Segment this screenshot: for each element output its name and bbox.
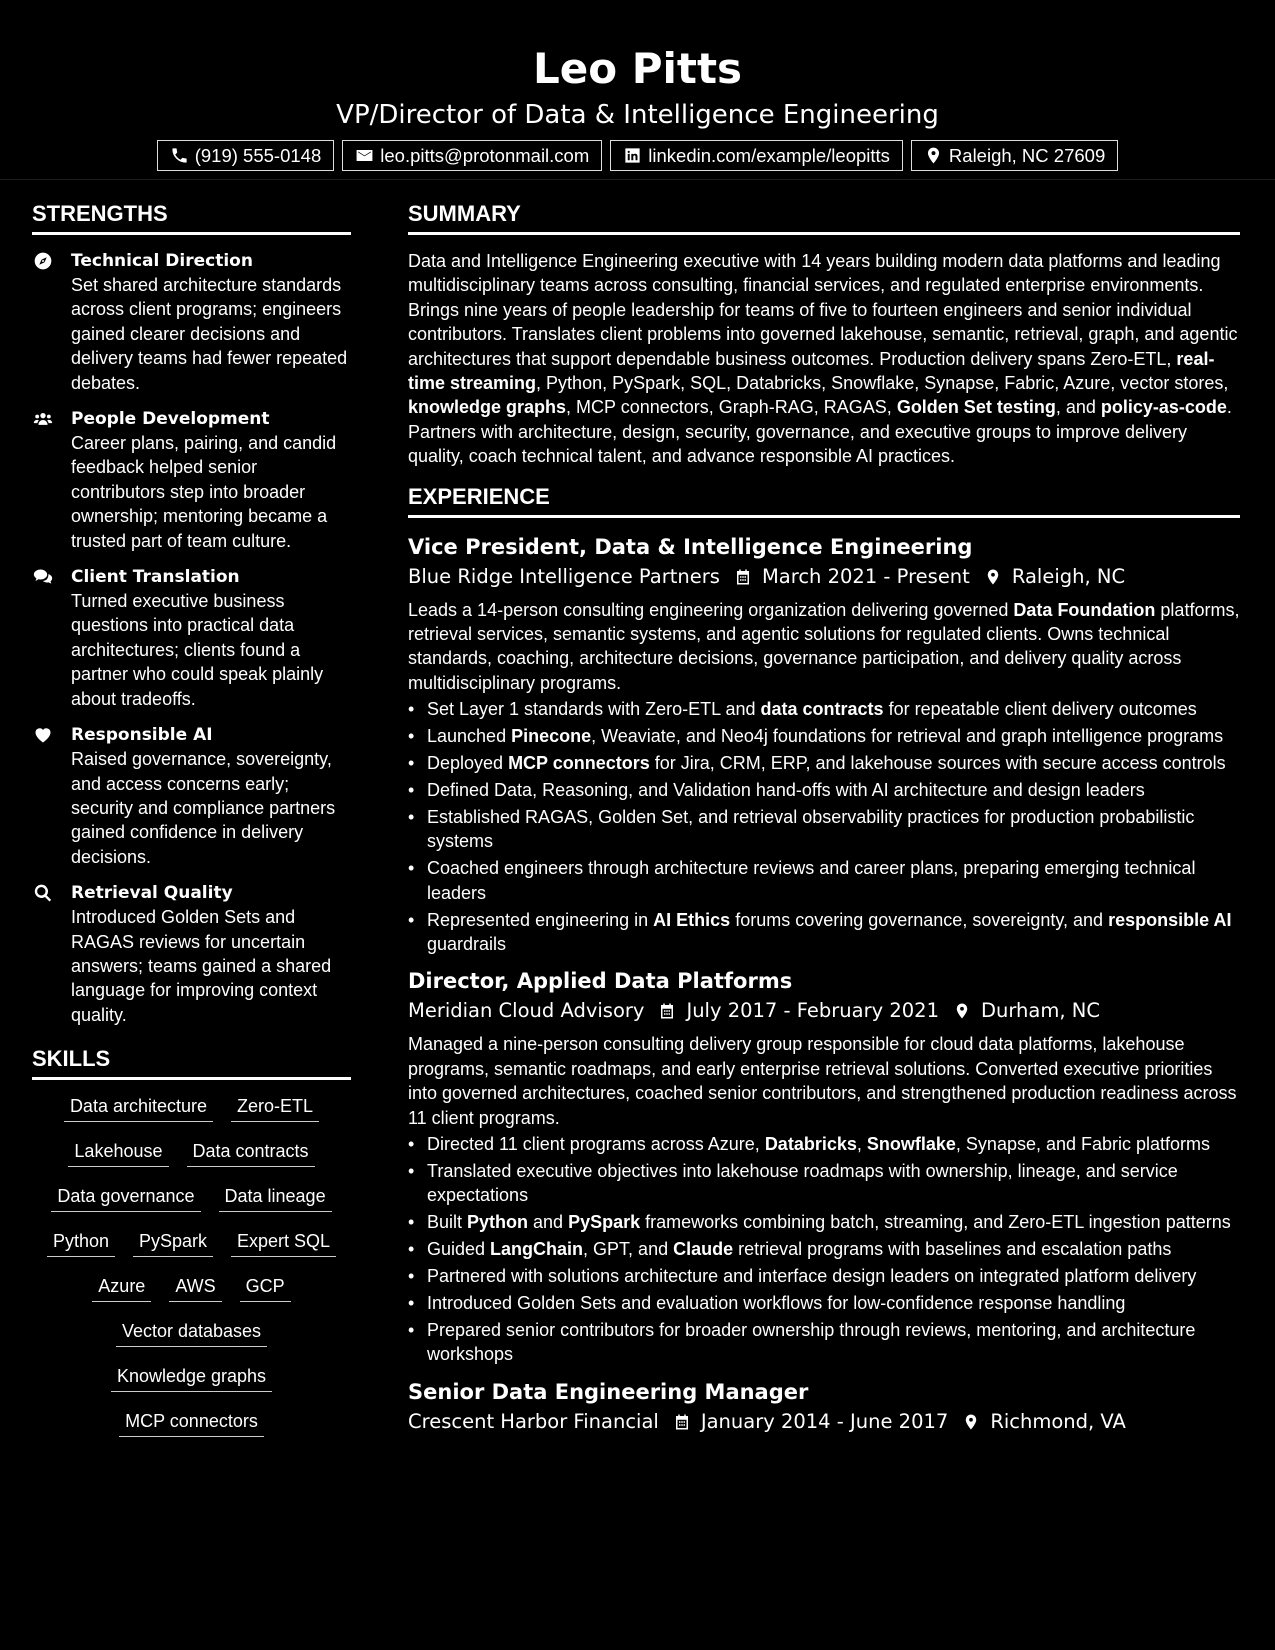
skill-tag: Data contracts	[187, 1139, 315, 1167]
phone-icon	[170, 146, 189, 165]
skills-section	[32, 1045, 351, 1454]
job-dates: March 2021 - Present	[761, 564, 970, 588]
calendar-icon	[734, 567, 752, 587]
heart-icon	[32, 725, 54, 745]
skill-tag: Zero-ETL	[231, 1094, 319, 1122]
skill-row	[32, 1229, 351, 1274]
job-description: Managed a nine-person consulting delivery group responsible for cloud data platforms, lakehouse programs, semantic roadmaps, and early enterprise retrieval solutions. Converted executive priorities into governed architectures, coached senior contributors, and strengthened production readiness across 11 client programs.	[408, 1034, 1237, 1128]
skill-row	[32, 1274, 351, 1319]
bullet-item: • Established RAGAS, Golden Set, and retrieval observability practices for production probabilistic systems	[408, 805, 1240, 854]
right-column	[408, 200, 1240, 1447]
strength-description: Set shared architecture standards across client programs; engineers gained clearer decisions and delivery teams had fewer repeated debates.	[71, 275, 348, 393]
bullet-item: • Set Layer 1 standards with Zero-ETL and data contracts for repeatable client delivery outcomes	[408, 697, 1240, 721]
bullet-item: • Translated executive objectives into lakehouse roadmaps with ownership, lineage, and service expectations	[408, 1159, 1240, 1208]
skill-row	[32, 1364, 351, 1409]
strength-item	[32, 407, 351, 553]
bullet-item: • Represented engineering in AI Ethics forums covering governance, sovereignty, and responsible AI guardrails	[408, 908, 1240, 957]
skill-tag: MCP connectors	[119, 1409, 264, 1437]
job-location: Raleigh, NC	[1011, 564, 1126, 588]
job-location: Richmond, VA	[990, 1409, 1126, 1433]
contact-email-text: leo.pitts@protonmail.com	[380, 144, 590, 166]
strengths-heading: STRENGTHS	[32, 200, 351, 235]
strength-title: Client Translation	[71, 567, 240, 588]
contact-phone[interactable]	[157, 140, 335, 171]
contact-linkedin-text: linkedin.com/example/leopitts	[648, 144, 890, 166]
experience-heading: EXPERIENCE	[408, 483, 1240, 518]
job-title: Director, Applied Data Platforms	[408, 969, 793, 994]
job-entry	[408, 532, 1240, 957]
skill-tag: Expert SQL	[231, 1229, 336, 1257]
bullet-item: • Guided LangChain, GPT, and Claude retrieval programs with baselines and escalation paths	[408, 1237, 1240, 1261]
job-dates: January 2014 - June 2017	[700, 1409, 949, 1433]
skill-tag: PySpark	[133, 1229, 213, 1257]
job-bullets	[408, 1132, 1240, 1367]
users-icon	[32, 409, 54, 429]
job-dates: July 2017 - February 2021	[686, 999, 939, 1023]
resume-header	[0, 0, 1275, 180]
strength-title: Retrieval Quality	[71, 883, 233, 904]
skill-tag: Lakehouse	[68, 1139, 168, 1167]
skills-list	[32, 1094, 351, 1454]
skill-row	[32, 1409, 351, 1454]
job-company: Crescent Harbor Financial	[408, 1409, 659, 1433]
job-location: Durham, NC	[981, 999, 1100, 1023]
job-bullets	[408, 697, 1240, 956]
compass-icon	[32, 251, 54, 271]
linkedin-icon	[623, 146, 642, 165]
strength-title: Responsible AI	[71, 725, 213, 746]
candidate-headline: VP/Director of Data & Intelligence Engineering	[336, 100, 939, 130]
experience-list	[408, 532, 1240, 1437]
calendar-icon	[658, 1001, 676, 1021]
bullet-item: • Built Python and PySpark frameworks combining batch, streaming, and Zero-ETL ingestion patterns	[408, 1210, 1240, 1234]
contact-bar	[0, 140, 1275, 171]
bullet-item: • Deployed MCP connectors for Jira, CRM, ERP, and lakehouse sources with secure access controls	[408, 751, 1240, 775]
contact-location-text: Raleigh, NC 27609	[948, 144, 1106, 166]
bullet-item: • Directed 11 client programs across Azure, Databricks, Snowflake, Synapse, and Fabric platforms	[408, 1132, 1240, 1156]
strength-description: Career plans, pairing, and candid feedback helped senior contributors step into broader ownership; mentoring became a trusted part of team culture.	[71, 433, 337, 551]
candidate-name: Leo Pitts	[532, 44, 743, 93]
strength-item	[32, 249, 351, 395]
job-company: Meridian Cloud Advisory	[408, 999, 645, 1023]
chat-bubbles-icon	[32, 567, 54, 587]
skill-row	[32, 1139, 351, 1184]
skills-heading: SKILLS	[32, 1045, 351, 1080]
job-company: Blue Ridge Intelligence Partners	[408, 564, 720, 588]
strength-item	[32, 881, 351, 1027]
skill-tag: Data architecture	[64, 1094, 213, 1122]
skill-row	[32, 1184, 351, 1229]
bullet-item: • Launched Pinecone, Weaviate, and Neo4j foundations for retrieval and graph intelligence programs	[408, 724, 1240, 748]
strength-title: Technical Direction	[71, 251, 253, 271]
strength-item	[32, 723, 351, 869]
strength-description: Turned executive business questions into practical data architectures; clients found a partner who could speak plainly about tradeoffs.	[71, 591, 324, 709]
job-title: Vice President, Data & Intelligence Engineering	[408, 534, 973, 559]
summary-text: Data and Intelligence Engineering executive with 14 years building modern data platforms and leading multidisciplinary teams across consulting, financial services, and regulated enterprise environments. Brings nine years of people leadership for teams of five to fourteen engineers and senior individual contributors. Translates client problems into governed lakehouse, semantic, retrieval, graph, and agentic architectures that support dependable business outcomes. Production delivery spans Zero-ETL, real-time streaming, Python, PySpark, SQL, Databricks, Snowflake, Synapse, Fabric, Azure, vector stores, knowledge graphs, MCP connectors, Graph-RAG, RAGAS, Golden Set testing, and policy-as-code. Partners with architecture, design, security, governance, and executive groups to improve delivery quality, coach technical talent, and advance responsible AI practices.	[408, 251, 1238, 467]
bullet-item: • Prepared senior contributors for broader ownership through reviews, mentoring, and architecture workshops	[408, 1318, 1240, 1367]
envelope-icon	[355, 146, 374, 165]
job-description: Leads a 14-person consulting engineering organization delivering governed Data Foundation platforms, retrieval services, semantic systems, and agentic solutions for regulated clients. Owns technical standards, coaching, architecture decisions, governance participation, and delivery quality across multidisciplinary programs.	[408, 599, 1240, 693]
calendar-icon	[673, 1412, 691, 1432]
search-icon	[32, 883, 54, 903]
contact-phone-text: (919) 555-0148	[194, 144, 322, 166]
contact-location	[911, 140, 1118, 171]
skill-row	[32, 1094, 351, 1139]
job-entry	[408, 1377, 1240, 1437]
skill-row	[32, 1319, 351, 1364]
contact-email[interactable]	[342, 140, 602, 171]
strength-item	[32, 565, 351, 711]
job-meta	[408, 1407, 1240, 1437]
map-pin-icon	[953, 1001, 971, 1021]
job-meta	[408, 996, 1240, 1026]
map-pin-icon	[924, 146, 943, 165]
job-entry	[408, 966, 1240, 1366]
skill-tag: Azure	[92, 1274, 151, 1302]
map-pin-icon	[962, 1412, 980, 1432]
strength-title: People Development	[71, 409, 270, 430]
contact-linkedin[interactable]	[610, 140, 903, 171]
skill-tag: Knowledge graphs	[111, 1364, 272, 1392]
skill-tag: AWS	[169, 1274, 221, 1302]
summary-heading: SUMMARY	[408, 200, 1240, 235]
bullet-item: • Partnered with solutions architecture and interface design leaders on integrated platform delivery	[408, 1264, 1240, 1288]
bullet-item: • Introduced Golden Sets and evaluation workflows for low-confidence response handling	[408, 1291, 1240, 1315]
skill-tag: GCP	[240, 1274, 291, 1302]
strength-description: Raised governance, sovereignty, and access concerns early; security and compliance partners gained confidence in delivery decisions.	[71, 749, 336, 867]
skill-tag: Data governance	[51, 1184, 200, 1212]
job-title: Senior Data Engineering Manager	[408, 1379, 809, 1404]
left-column	[32, 200, 351, 1454]
bullet-item: • Defined Data, Reasoning, and Validation hand-offs with AI architecture and design leaders	[408, 778, 1240, 802]
skill-tag: Data lineage	[219, 1184, 332, 1212]
skill-tag: Vector databases	[116, 1319, 267, 1347]
map-pin-icon	[984, 567, 1002, 587]
bullet-item: • Coached engineers through architecture reviews and career plans, preparing emerging technical leaders	[408, 856, 1240, 905]
job-meta	[408, 562, 1240, 592]
strength-description: Introduced Golden Sets and RAGAS reviews for uncertain answers; teams gained a shared language for improving context quality.	[71, 907, 332, 1025]
skill-tag: Python	[47, 1229, 115, 1257]
